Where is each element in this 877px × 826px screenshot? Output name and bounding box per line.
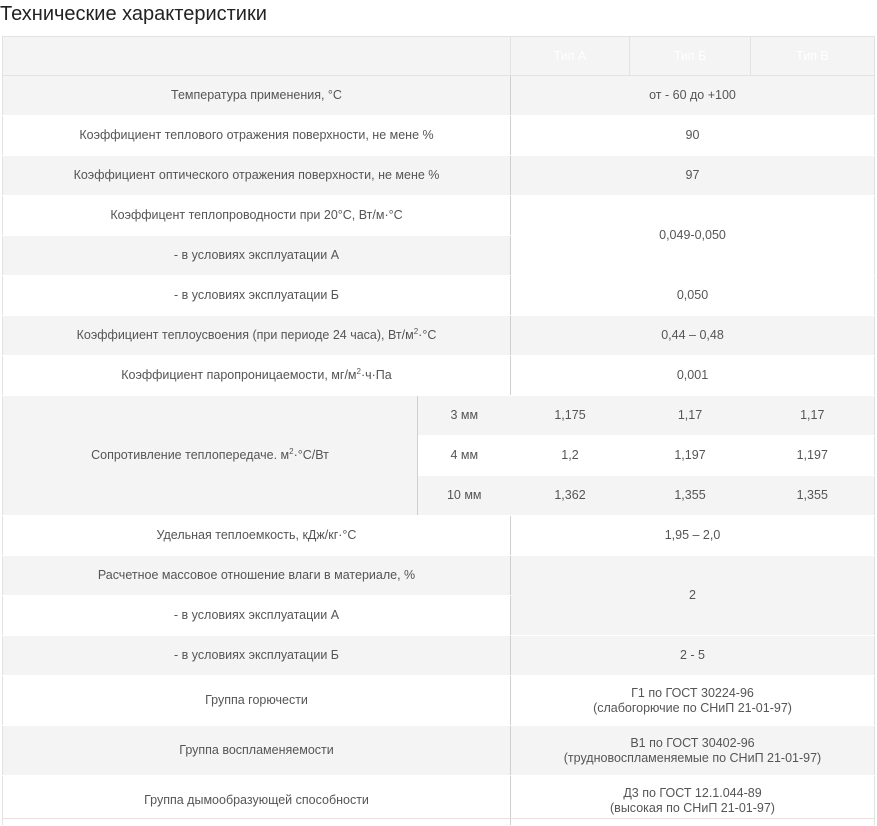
page-title: Технические характеристики — [0, 3, 267, 25]
row-label: - в условиях эксплуатации Б — [3, 276, 511, 316]
value-type-c: 1,355 — [751, 476, 875, 516]
row-label: - в условиях эксплуатации Б — [3, 636, 511, 676]
table-row — [3, 156, 875, 196]
row-label: Сопротивление теплопередаче. $м^2\cdot^\circ С/Вт$ — [3, 396, 418, 516]
table-row — [3, 676, 875, 726]
row-value: от - 60 до +100 — [511, 76, 875, 116]
table-row — [3, 556, 875, 596]
row-value: 0,44 – 0,48 — [511, 316, 875, 356]
row-label: Коэффициент оптического отражения поверхности, не мене % — [3, 156, 511, 196]
thickness-label: 4 мм — [418, 436, 511, 476]
value-type-c: 1,17 — [751, 396, 875, 436]
table-row — [3, 516, 875, 556]
table-row — [3, 276, 875, 316]
row-value: Г1 по ГОСТ 30224-96 (слабогорючие по СНиП 21-01-97) — [511, 676, 875, 726]
header-empty-cell — [3, 37, 511, 76]
value-type-a: 1,2 — [511, 436, 630, 476]
row-value: 2 - 5 — [511, 636, 875, 676]
row-value: Д3 по ГОСТ 12.1.044-89 (высокая по СНиП 21-01-97) — [511, 776, 875, 826]
value-type-c: 1,197 — [751, 436, 875, 476]
row-label: Температура применения, °С — [3, 76, 511, 116]
table-row — [3, 396, 875, 436]
table-bottom-divider — [2, 818, 874, 819]
thickness-label: 3 мм — [418, 396, 511, 436]
row-value: 2 — [511, 556, 875, 636]
row-value: 0,050 — [511, 276, 875, 316]
value-type-b: 1,355 — [630, 476, 751, 516]
row-label: Коэффициент теплоусвоения (при периоде 24 часа), $Вт/м^2\cdot^\circ С$ — [3, 316, 511, 356]
row-label: - в условиях эксплуатации А — [3, 596, 511, 636]
table-row — [3, 316, 875, 356]
row-label: Группа дымообразующей способности — [3, 776, 511, 826]
row-label: - в условиях эксплуатации А — [3, 236, 511, 276]
header-type-a: Тип А — [511, 37, 630, 76]
row-label: Коэффициент теплового отражения поверхности, не мене % — [3, 116, 511, 156]
table-row — [3, 76, 875, 116]
row-label: Коэффицент теплопроводности при 20°С, Вт/м·°С — [3, 196, 511, 236]
table-row — [3, 356, 875, 396]
row-value: 90 — [511, 116, 875, 156]
value-type-a: 1,362 — [511, 476, 630, 516]
table-row — [3, 196, 875, 236]
row-label: Удельная теплоемкость, кДж/кг·°С — [3, 516, 511, 556]
row-value: В1 по ГОСТ 30402-96 (трудновоспламеняемые по СНиП 21-01-97) — [511, 726, 875, 776]
row-value: 0,049-0,050 — [511, 196, 875, 276]
value-type-b: 1,197 — [630, 436, 751, 476]
table-row — [3, 116, 875, 156]
row-value: 97 — [511, 156, 875, 196]
table-row — [3, 636, 875, 676]
row-label: Группа воспламеняемости — [3, 726, 511, 776]
row-label: Коэффициент паропроницаемости, $мг/м^2\cdot ч\cdot Па$ — [3, 356, 511, 396]
header-type-c: Тип В — [751, 37, 875, 76]
row-value: 0,001 — [511, 356, 875, 396]
value-type-a: 1,175 — [511, 396, 630, 436]
row-label: Расчетное массовое отношение влаги в материале, % — [3, 556, 511, 596]
header-type-b: Тип Б — [630, 37, 751, 76]
spec-table — [2, 36, 875, 826]
row-label: Группа горючести — [3, 676, 511, 726]
thickness-label: 10 мм — [418, 476, 511, 516]
row-value: 1,95 – 2,0 — [511, 516, 875, 556]
value-type-b: 1,17 — [630, 396, 751, 436]
table-row — [3, 726, 875, 776]
header-row — [3, 37, 875, 76]
